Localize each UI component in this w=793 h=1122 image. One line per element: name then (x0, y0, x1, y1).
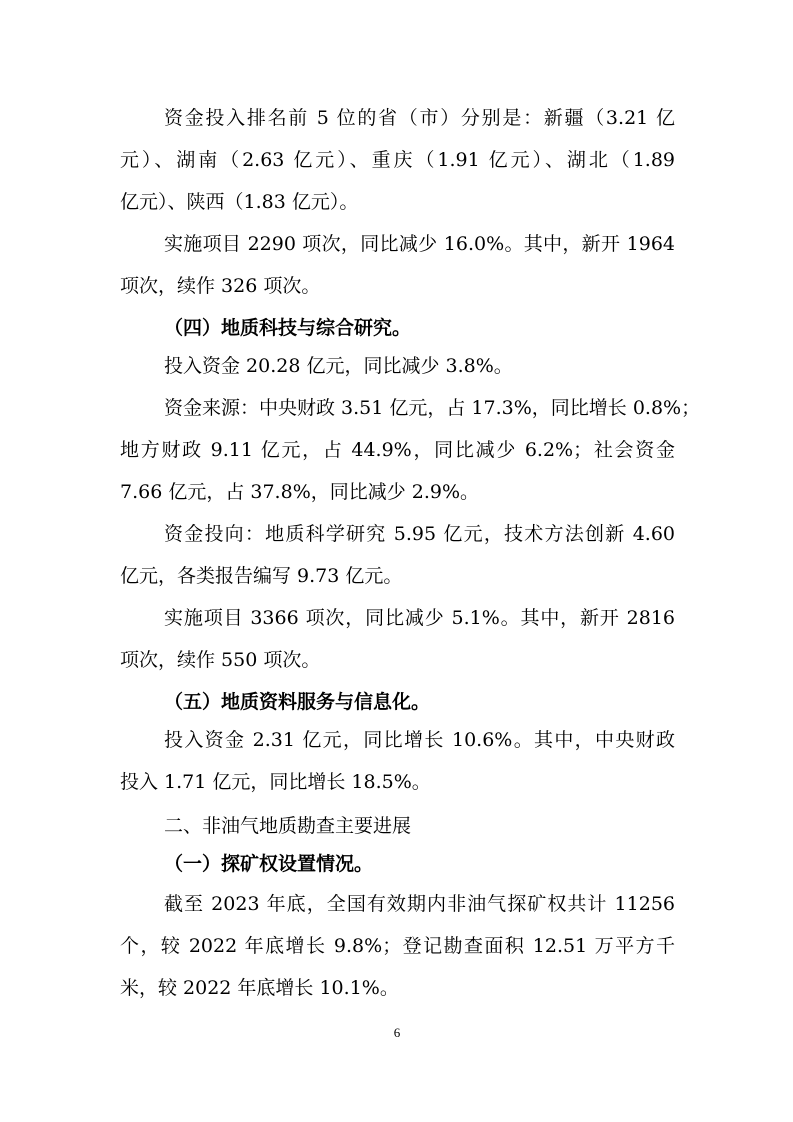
subsection-heading: （五）地质资料服务与信息化。 (164, 691, 431, 713)
paragraph-line: 资金投入排名前 5 位的省（市）分别是：新疆（3.21 亿 (164, 107, 675, 129)
paragraph-line: 个，较 2022 年底增长 9.8%；登记勘查面积 12.51 万平方千 (120, 935, 675, 957)
paragraph-line: 资金来源：中央财政 3.51 亿元，占 17.3%，同比增长 0.8%； (164, 397, 701, 419)
paragraph-line: 投入资金 2.31 亿元，同比增长 10.6%。其中，中央财政 (164, 729, 675, 751)
paragraph-line: 7.66 亿元，占 37.8%，同比减少 2.9%。 (120, 481, 480, 503)
section-heading: 二、非油气地质勘查主要进展 (164, 815, 412, 837)
paragraph-line: 实施项目 2290 项次，同比减少 16.0%。其中，新开 1964 (164, 233, 675, 255)
paragraph-line: 地方财政 9.11 亿元，占 44.9%，同比减少 6.2%；社会资金 (120, 439, 675, 461)
paragraph-line: 米，较 2022 年底增长 10.1%。 (120, 977, 399, 999)
paragraph-line: 元）、湖南（2.63 亿元）、重庆（1.91 亿元）、湖北（1.89 (120, 149, 675, 171)
paragraph-line: 亿元，各类报告编写 9.73 亿元。 (120, 565, 403, 587)
paragraph-line: 项次，续作 326 项次。 (120, 275, 321, 297)
paragraph-line: 资金投向：地质科学研究 5.95 亿元，技术方法创新 4.60 (164, 523, 675, 545)
paragraph-line: 截至 2023 年底，全国有效期内非油气探矿权共计 11256 (164, 893, 675, 915)
paragraph-line: 亿元）、陕西（1.83 亿元）。 (120, 191, 359, 213)
subsection-heading: （四）地质科技与综合研究。 (164, 317, 412, 339)
paragraph-line: 投入 1.71 亿元，同比增长 18.5%。 (120, 771, 431, 793)
paragraph-line: 投入资金 20.28 亿元，同比减少 3.8%。 (164, 355, 513, 377)
paragraph-line: 实施项目 3366 项次，同比减少 5.1%。其中，新开 2816 (164, 607, 675, 629)
paragraph-line: 项次，续作 550 项次。 (120, 649, 321, 671)
subsection-heading: （一）探矿权设置情况。 (164, 853, 374, 875)
page-number: 6 (393, 1025, 401, 1040)
